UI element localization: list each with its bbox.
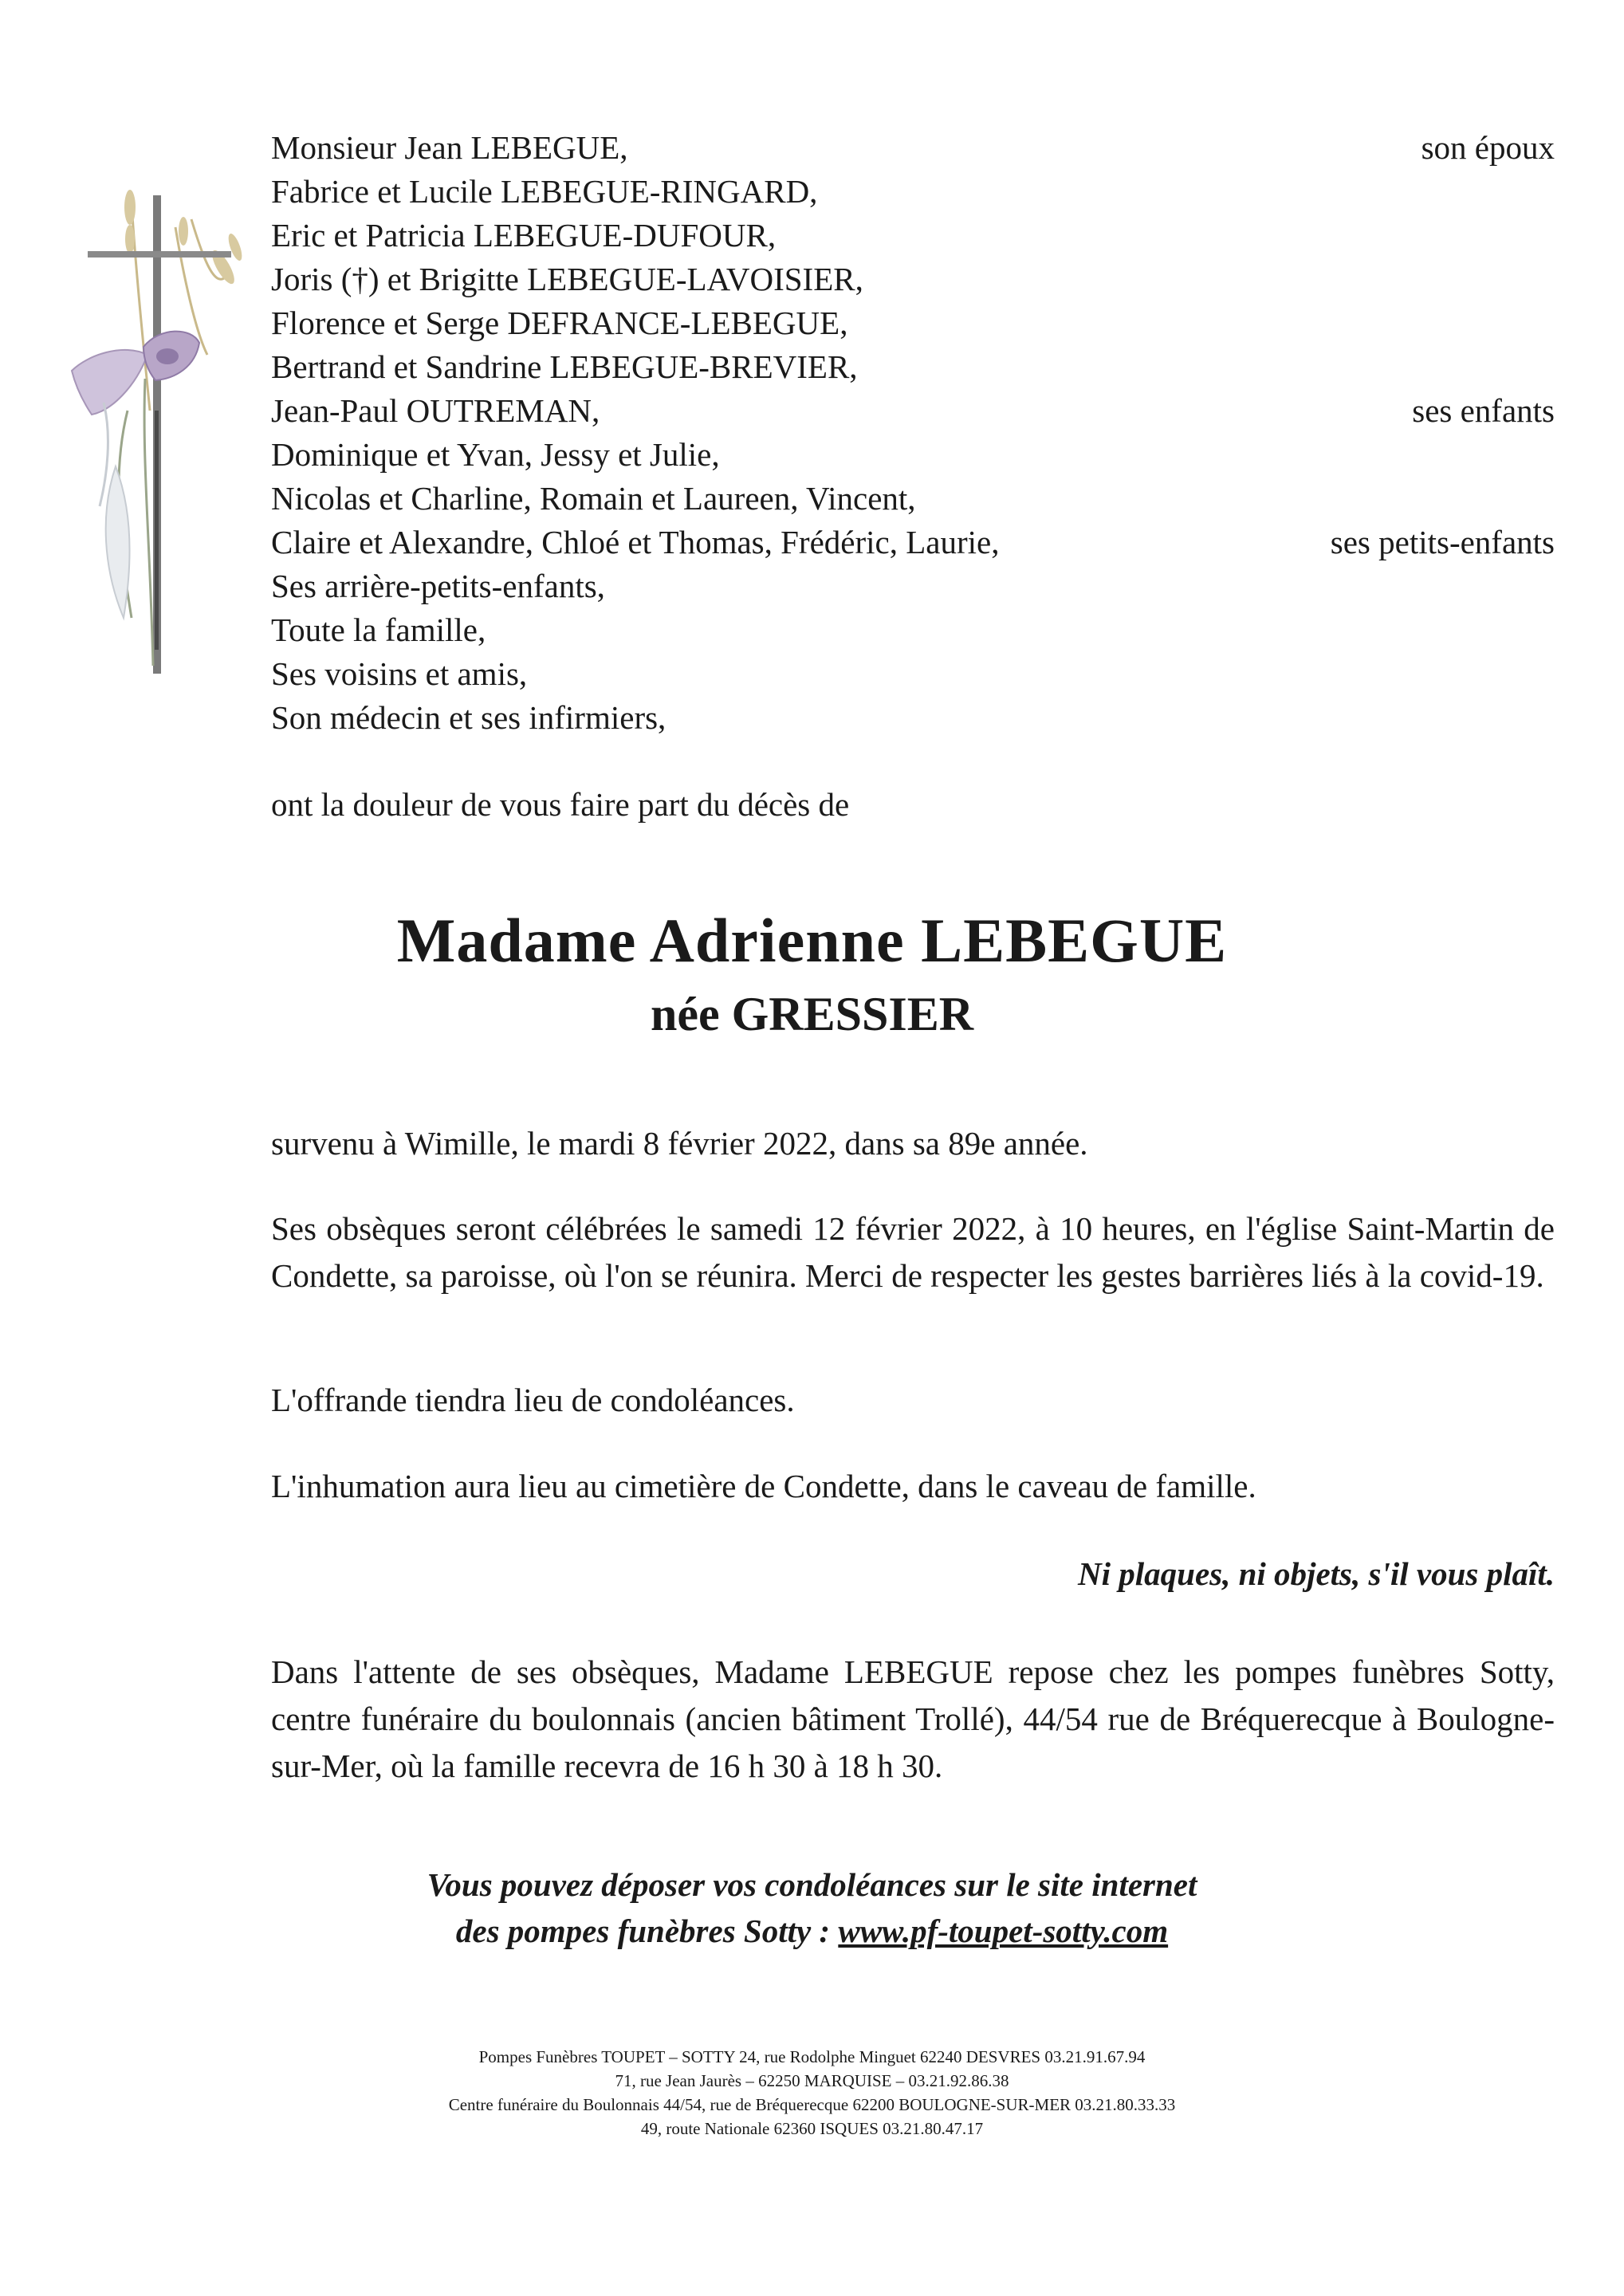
family-row — [271, 608, 1555, 652]
funeral-home-footer — [0, 2045, 1624, 2141]
family-row — [271, 564, 1555, 608]
family-names: Eric et Patricia LEBEGUE-DUFOUR, — [271, 217, 777, 254]
footer-line: 71, rue Jean Jaurès – 62250 MARQUISE – 03.21.92.86.38 — [615, 2071, 1009, 2090]
family-row — [271, 521, 1555, 564]
family-row — [271, 345, 1555, 389]
condolences-prefix: des pompes funèbres Sotty : — [455, 1913, 839, 1949]
family-role: ses enfants — [1412, 392, 1555, 429]
family-list — [271, 126, 1555, 740]
family-row — [271, 433, 1555, 477]
footer-line: Centre funéraire du Boulonnais 44/54, rue de Bréquerecque 62200 BOULOGNE-SUR-MER 03.21.80.33.33 — [448, 2095, 1176, 2114]
burial-details: L'inhumation aura lieu au cimetière de Condette, dans le caveau de famille. — [271, 1468, 1256, 1504]
condolences-link[interactable]: www.pf-toupet-sotty.com — [838, 1913, 1169, 1949]
family-row — [271, 126, 1555, 170]
family-names: Ses arrière-petits-enfants, — [271, 568, 605, 604]
family-row — [271, 389, 1555, 433]
condolences-line-2 — [0, 1908, 1624, 1954]
family-names: Nicolas et Charline, Romain et Laureen, Vincent, — [271, 480, 916, 517]
family-role: ses petits-enfants — [1330, 524, 1555, 560]
family-names: Son médecin et ses infirmiers, — [271, 699, 667, 736]
family-names: Monsieur Jean LEBEGUE, — [271, 129, 628, 166]
family-row — [271, 696, 1555, 740]
family-names: Claire et Alexandre, Chloé et Thomas, Frédéric, Laurie, — [271, 524, 1000, 560]
announcement-intro: ont la douleur de vous faire part du décès de — [271, 786, 850, 823]
family-names: Fabrice et Lucile LEBEGUE-RINGARD, — [271, 173, 818, 210]
family-row — [271, 214, 1555, 258]
family-row — [271, 258, 1555, 301]
family-role: son époux — [1421, 129, 1555, 166]
family-names: Toute la famille, — [271, 611, 486, 648]
family-names: Bertrand et Sandrine LEBEGUE-BREVIER, — [271, 348, 858, 385]
deceased-name: Madame Adrienne LEBEGUE — [396, 906, 1228, 975]
family-row — [271, 477, 1555, 521]
family-row — [271, 170, 1555, 214]
visitation-details: Dans l'attente de ses obsèques, Madame LEBEGUE repose chez les pompes funèbres Sotty, centre funéraire du boulonnais (ancien bâtiment Trollé), 44/54 rue de Bréquerecque à Boulogne-sur-Mer, où la famille recevra de 16 h 30 à 18 h 30. — [271, 1653, 1555, 1784]
condolences-line-1: Vous pouvez déposer vos condoléances sur le site internet — [427, 1866, 1197, 1903]
family-names: Jean-Paul OUTREMAN, — [271, 392, 600, 429]
footer-line: 49, route Nationale 62360 ISQUES 03.21.80.47.17 — [640, 2119, 984, 2138]
family-row — [271, 652, 1555, 696]
family-names: Dominique et Yvan, Jessy et Julie, — [271, 436, 720, 473]
family-names: Florence et Serge DEFRANCE-LEBEGUE, — [271, 305, 848, 341]
family-names: Ses voisins et amis, — [271, 655, 528, 692]
birth-name: née GRESSIER — [650, 988, 974, 1040]
offering-note: L'offrande tiendra lieu de condoléances. — [271, 1382, 795, 1418]
death-details: survenu à Wimille, le mardi 8 février 2022, dans sa 89e année. — [271, 1125, 1088, 1162]
footer-line: Pompes Funèbres TOUPET – SOTTY 24, rue Rodolphe Minguet 62240 DESVRES 03.21.91.67.94 — [478, 2047, 1146, 2066]
family-row — [271, 301, 1555, 345]
no-flowers-note: Ni plaques, ni objets, s'il vous plaît. — [1078, 1555, 1555, 1592]
cross-with-lily-icon — [56, 171, 263, 698]
family-names: Joris (†) et Brigitte LEBEGUE-LAVOISIER, — [271, 261, 863, 297]
funeral-details: Ses obsèques seront célébrées le samedi 12 février 2022, à 10 heures, en l'église Saint-Martin de Condette, sa paroisse, où l'on se réunira. Merci de respecter les gestes barrières liés à la covid-19. — [271, 1210, 1555, 1294]
